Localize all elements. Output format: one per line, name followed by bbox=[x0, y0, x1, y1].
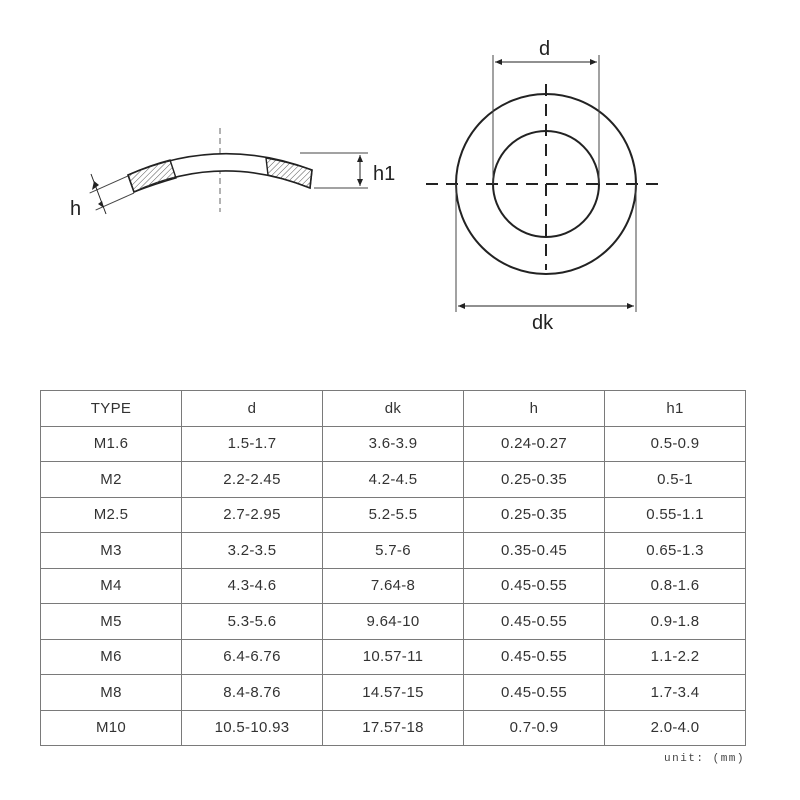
cell-dk: 10.57-11 bbox=[323, 639, 464, 675]
table-row bbox=[41, 533, 746, 569]
cell-d: 1.5-1.7 bbox=[182, 426, 323, 462]
cell-h1: 0.9-1.8 bbox=[605, 604, 746, 640]
cell-h: 0.24-0.27 bbox=[464, 426, 605, 462]
cell-h1: 0.55-1.1 bbox=[605, 497, 746, 533]
top-view bbox=[426, 38, 666, 334]
cell-dk: 5.2-5.5 bbox=[323, 497, 464, 533]
cell-h: 0.25-0.35 bbox=[464, 462, 605, 498]
cell-d: 3.2-3.5 bbox=[182, 533, 323, 569]
cell-h1: 1.1-2.2 bbox=[605, 639, 746, 675]
washer-right-section bbox=[266, 158, 312, 188]
cell-d: 4.3-4.6 bbox=[182, 568, 323, 604]
cell-type: M4 bbox=[41, 568, 182, 604]
header-d: d bbox=[182, 391, 323, 427]
cell-dk: 14.57-15 bbox=[323, 675, 464, 711]
cell-d: 10.5-10.93 bbox=[182, 710, 323, 746]
h-label: h bbox=[70, 198, 82, 220]
cell-h: 0.45-0.55 bbox=[464, 675, 605, 711]
d-label: d bbox=[539, 38, 551, 60]
table-row bbox=[41, 639, 746, 675]
cell-d: 6.4-6.76 bbox=[182, 639, 323, 675]
header-dk: dk bbox=[323, 391, 464, 427]
cell-type: M6 bbox=[41, 639, 182, 675]
cell-dk: 17.57-18 bbox=[323, 710, 464, 746]
header-type: TYPE bbox=[41, 391, 182, 427]
cell-h: 0.45-0.55 bbox=[464, 604, 605, 640]
cell-type: M8 bbox=[41, 675, 182, 711]
table-row bbox=[41, 675, 746, 711]
unit-note: unit: (mm) bbox=[664, 753, 746, 765]
cell-type: M2 bbox=[41, 462, 182, 498]
cell-type: M1.6 bbox=[41, 426, 182, 462]
cell-type: M5 bbox=[41, 604, 182, 640]
cell-dk: 4.2-4.5 bbox=[323, 462, 464, 498]
cell-h1: 0.65-1.3 bbox=[605, 533, 746, 569]
cell-type: M2.5 bbox=[41, 497, 182, 533]
table-header-row bbox=[41, 391, 746, 427]
table-row bbox=[41, 426, 746, 462]
cell-h: 0.45-0.55 bbox=[464, 639, 605, 675]
h-dimension-line bbox=[91, 174, 106, 214]
cell-d: 5.3-5.6 bbox=[182, 604, 323, 640]
cell-dk: 3.6-3.9 bbox=[323, 426, 464, 462]
washer-left-section bbox=[128, 160, 176, 192]
cell-dk: 9.64-10 bbox=[323, 604, 464, 640]
table-row bbox=[41, 568, 746, 604]
side-view bbox=[70, 128, 395, 220]
h1-label: h1 bbox=[373, 163, 396, 185]
cell-h1: 0.5-0.9 bbox=[605, 426, 746, 462]
dk-label: dk bbox=[532, 312, 554, 334]
cell-type: M10 bbox=[41, 710, 182, 746]
cell-h1: 0.5-1 bbox=[605, 462, 746, 498]
technical-drawing bbox=[0, 0, 800, 360]
cell-h1: 1.7-3.4 bbox=[605, 675, 746, 711]
header-h: h bbox=[464, 391, 605, 427]
table-row bbox=[41, 604, 746, 640]
table-row bbox=[41, 497, 746, 533]
cell-dk: 7.64-8 bbox=[323, 568, 464, 604]
cell-h: 0.35-0.45 bbox=[464, 533, 605, 569]
h-arrow-top bbox=[92, 181, 99, 190]
cell-dk: 5.7-6 bbox=[323, 533, 464, 569]
cell-h1: 0.8-1.6 bbox=[605, 568, 746, 604]
table-row bbox=[41, 462, 746, 498]
cell-h: 0.45-0.55 bbox=[464, 568, 605, 604]
h-arrow-bottom bbox=[98, 201, 104, 208]
header-h1: h1 bbox=[605, 391, 746, 427]
cell-d: 2.7-2.95 bbox=[182, 497, 323, 533]
cell-type: M3 bbox=[41, 533, 182, 569]
table-row bbox=[41, 710, 746, 746]
cell-d: 2.2-2.45 bbox=[182, 462, 323, 498]
cell-h: 0.7-0.9 bbox=[464, 710, 605, 746]
spec-table bbox=[40, 390, 746, 746]
cell-h1: 2.0-4.0 bbox=[605, 710, 746, 746]
cell-d: 8.4-8.76 bbox=[182, 675, 323, 711]
cell-h: 0.25-0.35 bbox=[464, 497, 605, 533]
